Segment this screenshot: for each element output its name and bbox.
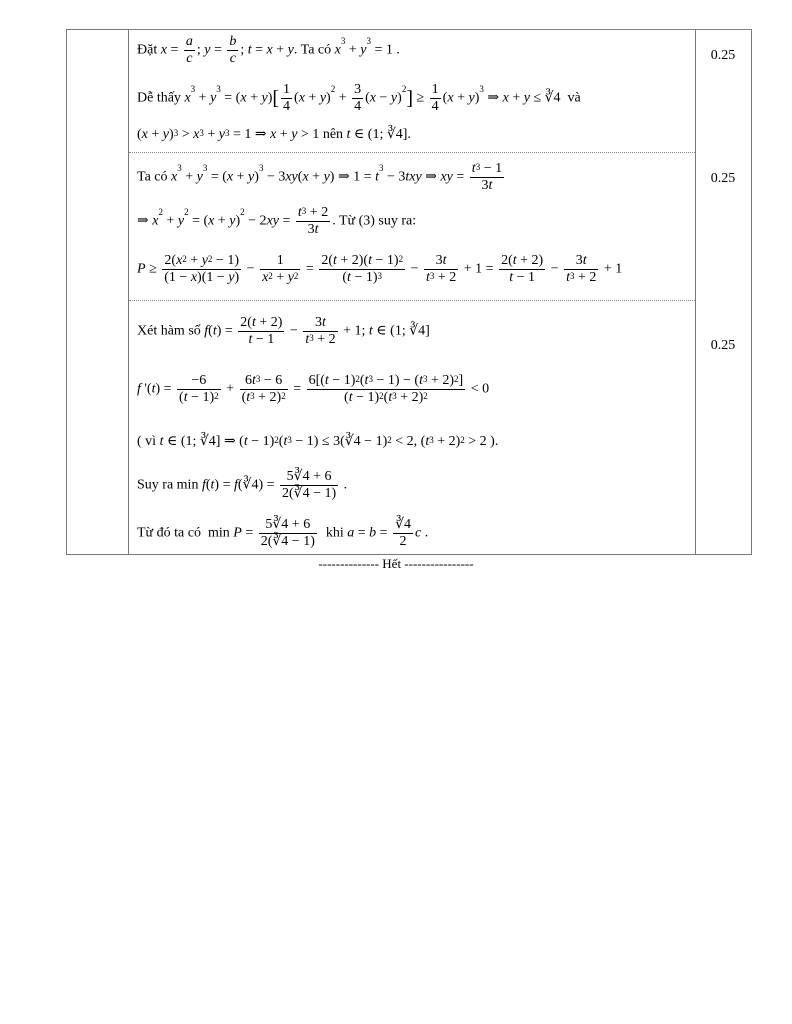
row3-line2: f '(t) = $\frac{-6}{(t - 1)^2}$ + $\frac{6t^3 - 6}{(t^3 + 2)^2}$ = $\frac{6[(t - 1)^2(t^3 - 1) - (t^3 + 2)^2]}{(t - 1)^2(t^3 + 2)^2}$ < 0 — [137, 373, 490, 405]
row1-line2: Dễ thấy $x^3 + y^3 = (x + y)$[ $\frac{1}{4}$ $(x + y)^2$ + $\frac{3}{4}$ $(x - y)^2$] ≥ $\frac{1}{4}$ $(x + y)^3$ ⇒ x + y ≤ ∛4 và — [137, 82, 581, 114]
row1-line1: Đặt x = $\frac{a}{c}$ ; y = $\frac{b}{c}$ ; t = x + y. Ta có $x^3 + y^3 = 1$ . — [137, 34, 400, 66]
row1-line3: $(x + y)^3 > x^3 + y^3 = 1$ ⇒ x + y > 1 nên t ∈ (1; ∛4]. — [137, 127, 411, 142]
end-marker: -------------- Hết ---------------- — [318, 556, 474, 571]
row3-line3: ( vì t ∈ (1; ∛4] ⇒ $(t - 1)^2(t^3 - 1)$ ≤ 3(∛4 − 1)$^2$ < 2, $(t^3 + 2)^2 > 2$ ). — [137, 434, 499, 449]
solution-row-3 — [129, 300, 695, 556]
left-margin-column — [67, 30, 129, 554]
score-1: 0.25 — [710, 48, 736, 63]
solution-row-1 — [129, 30, 695, 152]
row3-line1: Xét hàm số f(t) = $\frac{2(t + 2)}{t - 1}$ − $\frac{3t}{t^3 + 2}$ + 1; t ∈ (1; ∛4] — [137, 315, 430, 347]
row2-line3: P ≥ $\frac{2(x^2 + y^2 - 1)}{(1 - x)(1 - y)}$ − $\frac{1}{x^2 + y^2}$ = $\frac{2(t + 2)(t - 1)^2}{(t - 1)^3}$ − $\frac{3t}{t^3 + 2}$ + 1 = $\frac{2(t + 2)}{t - 1}$ − $\frac{3t}{t^3 + 2}$ + 1 — [137, 253, 623, 285]
solution-row-2 — [129, 152, 695, 300]
score-column — [695, 30, 751, 554]
row3-line4: Suy ra min f(t) = f(∛4) = $\frac{5∛4 + 6}{2(∛4 - 1)}$ . — [137, 469, 348, 501]
row2-line1: Ta có $x^3 + y^3 = (x + y)^3 - 3xy(x + y)$ ⇒ $1 = t^3 - 3txy$ ⇒ xy = $\frac{t^3 - 1}{3t}$ — [137, 161, 503, 193]
row2-line2: ⇒ $x^2 + y^2 = (x + y)^2 - 2xy$ = $\frac{t^3 + 2}{3t}$ . Từ (3) suy ra: — [137, 205, 417, 237]
score-2: 0.25 — [710, 171, 736, 186]
solution-table — [66, 29, 752, 555]
row3-line5: Từ đó ta có min P = $\frac{5∛4 + 6}{2(∛4 - 1)}$ khi a = b = $\frac{∛4}{2}$ c . — [137, 517, 429, 549]
score-3: 0.25 — [710, 338, 736, 353]
